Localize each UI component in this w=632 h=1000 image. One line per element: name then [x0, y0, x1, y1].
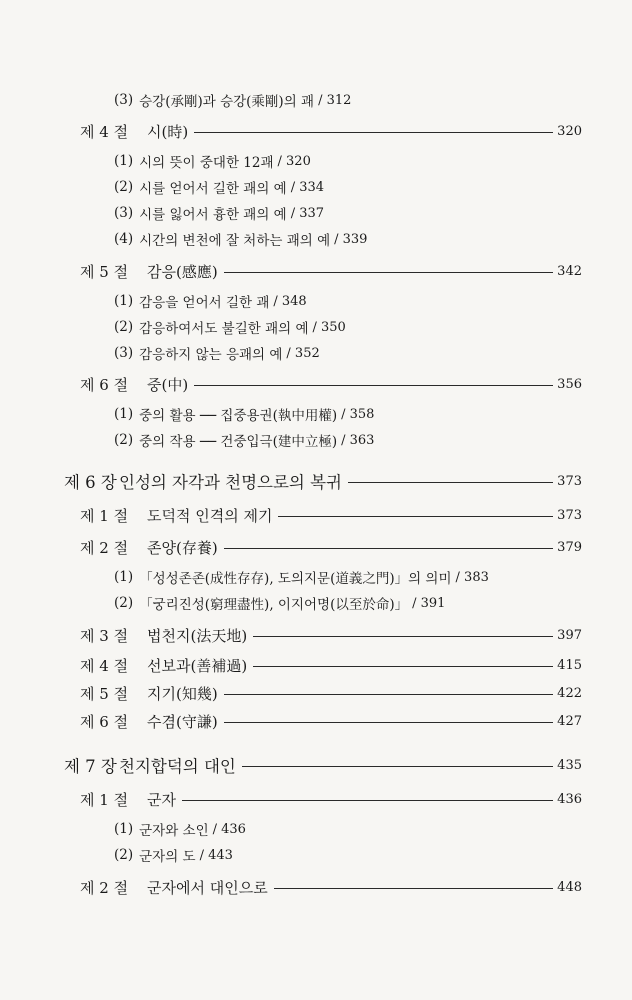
section-number: 제 5 절 — [80, 262, 129, 281]
sub-entry — [114, 291, 307, 311]
section-number: 제 2 절 — [80, 878, 129, 897]
section-number: 제 1 절 — [80, 506, 129, 525]
sub-entry — [114, 229, 367, 249]
page-number: 342 — [557, 263, 582, 279]
sub-title: 시를 잃어서 흉한 괘의 예 — [139, 207, 287, 223]
sub-number: (1) — [114, 821, 134, 837]
page-number: / 358 — [341, 406, 375, 422]
sub-number: (2) — [114, 179, 134, 195]
section-number: 제 3 절 — [80, 626, 129, 645]
sub-title: 감응하여서도 불길한 괘의 예 — [139, 321, 309, 337]
leader-line — [274, 888, 553, 889]
page-number: / 337 — [290, 205, 325, 221]
section-title: 법천지(法天地) — [147, 626, 248, 645]
page-number: / 436 — [212, 821, 246, 837]
page-number: / 443 — [199, 847, 233, 863]
sub-number: (2) — [114, 319, 134, 335]
leader-line — [348, 482, 553, 483]
leader-line — [253, 666, 553, 667]
chapter-entry — [64, 754, 582, 776]
section-entry — [80, 655, 582, 675]
section-number: 제 6 절 — [80, 375, 129, 394]
section-title: 군자에서 대인으로 — [147, 878, 268, 897]
page-number: / 348 — [273, 293, 307, 309]
sub-title: 시간의 변천에 잘 처하는 괘의 예 — [139, 233, 331, 249]
sub-entry — [114, 430, 374, 450]
page-number: 356 — [557, 376, 582, 392]
sub-number: (1) — [114, 569, 134, 585]
sub-number: (3) — [114, 345, 134, 361]
section-number: 제 2 절 — [80, 538, 129, 557]
section-title: 지기(知幾) — [147, 684, 218, 703]
page-number: / 383 — [455, 569, 489, 585]
sub-number: (2) — [114, 432, 134, 448]
section-title: 시(時) — [147, 122, 189, 141]
sub-title: 「성성존존(成性存存), 도의지문(道義之門)」의 의미 — [139, 571, 452, 587]
section-number: 제 4 절 — [80, 122, 129, 141]
sub-entry — [114, 819, 246, 839]
sub-title: 승강(承剛)과 승강(乘剛)의 괘 — [139, 94, 315, 110]
leader-line — [224, 272, 553, 273]
sub-number: (2) — [114, 847, 134, 863]
page-number: 448 — [557, 879, 582, 895]
section-entry — [80, 683, 582, 703]
page-number: / 352 — [286, 345, 320, 361]
sub-title: 중의 활용 ── 집중용권(執中用權) — [139, 408, 338, 424]
section-number: 제 1 절 — [80, 790, 129, 809]
page-number: 373 — [557, 473, 582, 489]
page-number: / 312 — [318, 92, 352, 108]
section-entry — [80, 711, 582, 731]
leader-line — [224, 694, 553, 695]
sub-number: (1) — [114, 153, 134, 169]
section-title: 수겸(守謙) — [147, 712, 218, 731]
leader-line — [278, 516, 553, 517]
section-entry — [80, 625, 582, 645]
sub-entry — [114, 845, 233, 865]
section-entry — [80, 789, 582, 809]
page-number: / 339 — [334, 231, 368, 247]
chapter-number: 제 6 장 — [64, 473, 117, 492]
chapter-number: 제 7 장 — [64, 757, 117, 776]
section-entry — [80, 374, 582, 394]
leader-line — [224, 548, 553, 549]
page-number: 427 — [557, 713, 582, 729]
section-title: 감응(感應) — [147, 262, 218, 281]
leader-line — [242, 766, 553, 767]
sub-entry — [114, 177, 324, 197]
page-number: 320 — [557, 123, 582, 139]
sub-entry — [114, 151, 311, 171]
sub-entry — [114, 317, 346, 337]
sub-number: (4) — [114, 231, 134, 247]
page-number: / 320 — [277, 153, 311, 169]
section-entry — [80, 121, 582, 141]
page-number: / 334 — [290, 179, 325, 195]
section-entry — [80, 261, 582, 281]
chapter-title: 인성의 자각과 천명으로의 복귀 — [119, 473, 342, 492]
page-number: 435 — [557, 757, 582, 773]
sub-number: (3) — [114, 92, 134, 108]
section-title: 중(中) — [147, 375, 189, 394]
section-title: 도덕적 인격의 제기 — [147, 506, 273, 525]
section-number: 제 5 절 — [80, 684, 129, 703]
sub-entry — [114, 404, 374, 424]
sub-number: (3) — [114, 205, 134, 221]
chapter-entry — [64, 470, 582, 492]
section-entry — [80, 537, 582, 557]
leader-line — [182, 800, 553, 801]
page-number: 415 — [557, 657, 582, 673]
sub-entry — [114, 593, 445, 613]
page-number: 397 — [557, 627, 582, 643]
page-number: 373 — [557, 507, 582, 523]
section-title: 선보과(善補過) — [147, 656, 248, 675]
sub-title: 감응을 얻어서 길한 괘 — [139, 295, 270, 311]
sub-entry — [114, 567, 489, 587]
page-number: 379 — [557, 539, 582, 555]
leader-line — [194, 132, 553, 133]
page-number: 436 — [557, 791, 582, 807]
section-entry — [80, 877, 582, 897]
page-number: / 350 — [312, 319, 346, 335]
sub-number: (2) — [114, 595, 134, 611]
leader-line — [224, 722, 553, 723]
leader-line — [253, 636, 553, 637]
sub-number: (1) — [114, 293, 134, 309]
sub-entry — [114, 203, 324, 223]
section-title: 존양(存養) — [147, 538, 218, 557]
page-number: / 363 — [341, 432, 375, 448]
page-number: / 391 — [412, 595, 446, 611]
sub-title: 「궁리진성(窮理盡性), 이지어명(以至於命)」 — [139, 597, 409, 613]
section-entry — [80, 505, 582, 525]
sub-title: 시를 얻어서 길한 괘의 예 — [139, 181, 287, 197]
section-number: 제 4 절 — [80, 656, 129, 675]
sub-title: 감응하지 않는 응괘의 예 — [139, 347, 283, 363]
sub-entry — [114, 343, 320, 363]
chapter-title: 천지합덕의 대인 — [119, 757, 236, 776]
sub-entry — [114, 90, 351, 110]
sub-title: 군자의 도 — [139, 849, 196, 865]
sub-number: (1) — [114, 406, 134, 422]
section-number: 제 6 절 — [80, 712, 129, 731]
sub-title: 시의 뜻이 중대한 12괘 — [139, 155, 274, 171]
sub-title: 중의 작용 ── 건중입극(建中立極) — [139, 434, 338, 450]
leader-line — [194, 385, 553, 386]
page-number: 422 — [557, 685, 582, 701]
sub-title: 군자와 소인 — [139, 823, 209, 839]
section-title: 군자 — [147, 790, 176, 809]
